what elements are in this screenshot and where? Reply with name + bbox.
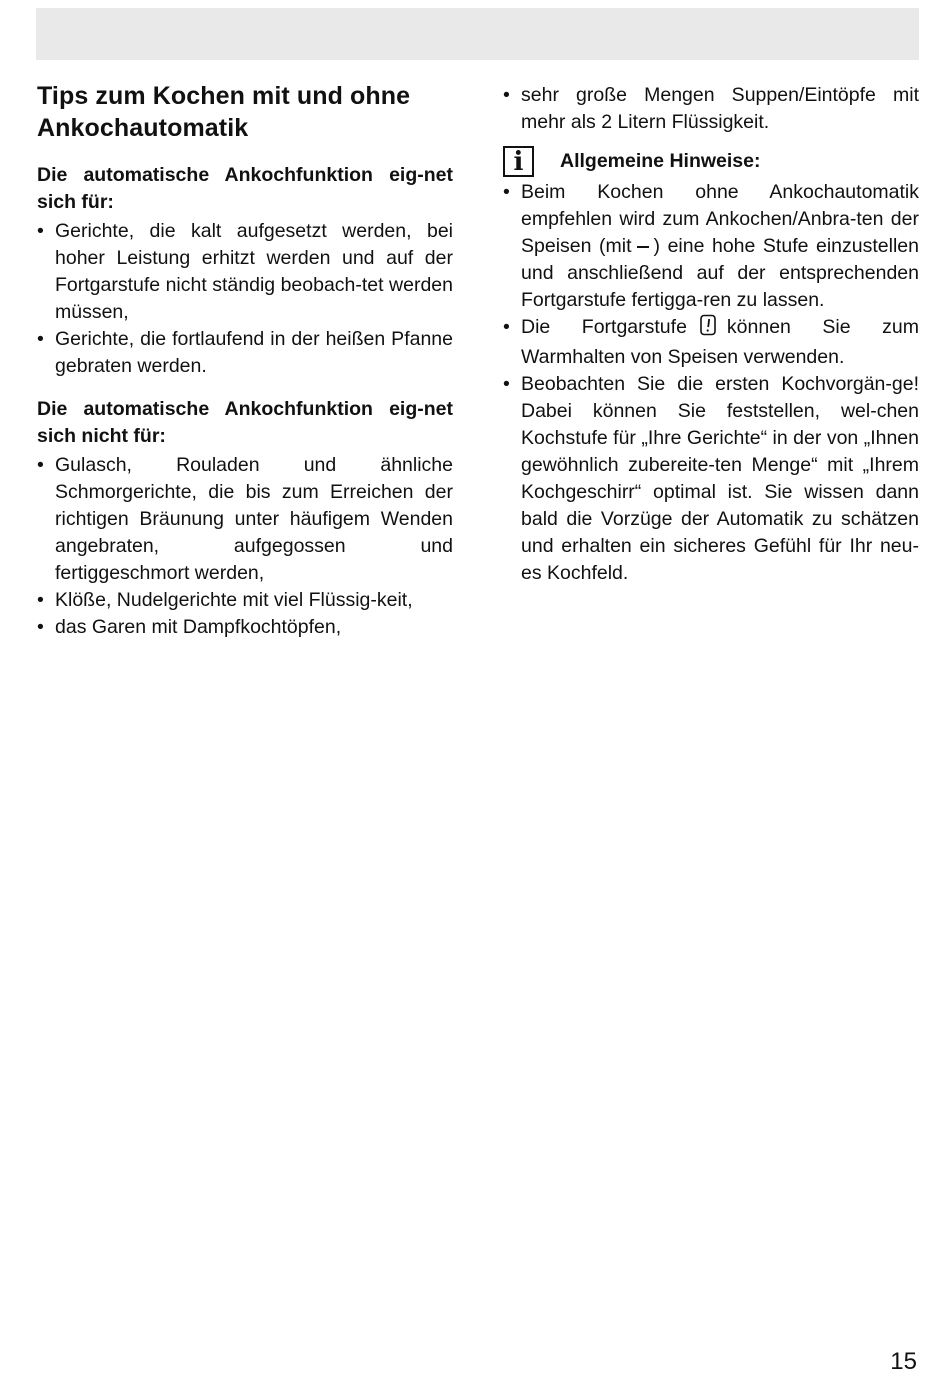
dash-icon — [635, 233, 651, 260]
note-text: ) eine hohe Stufe einzustellen und anschließend auf der entsprechenden Fortgarstufe fertigga-ren zu lassen. — [521, 235, 919, 312]
unsuitable-list — [37, 452, 453, 641]
general-notes-title: Allgemeine Hinweise: — [560, 150, 761, 172]
note-text: Die Fortgarstufe — [521, 316, 687, 339]
page-title: Tips zum Kochen mit und ohne Ankochautomatik — [37, 82, 411, 142]
general-notes-header — [503, 146, 919, 177]
general-notes-list — [503, 179, 919, 587]
list-item: • das Garen mit Dampfkochtöpfen, — [37, 614, 453, 641]
note-text: können Sie zum Warmhalten von Speisen verwenden. — [521, 316, 919, 369]
unsuitable-list-continued — [503, 82, 919, 136]
suitable-list — [37, 218, 453, 380]
list-item — [503, 314, 919, 371]
header-bar — [36, 8, 919, 60]
right-column — [503, 82, 919, 587]
list-item: • sehr große Mengen Suppen/Eintöpfe mit mehr als 2 Litern Flüssigkeit. — [503, 82, 919, 136]
suitable-heading: Die automatische Ankochfunktion eig-net sich für: — [37, 164, 453, 213]
list-item: • Gerichte, die kalt aufgesetzt werden, bei hoher Leistung erhitzt werden und auf der Fortgarstufe nicht ständig beobach-tet werden müssen, — [37, 218, 453, 326]
page-number: 15 — [890, 1348, 917, 1375]
list-item: • Beobachten Sie die ersten Kochvorgän-ge! Dabei können Sie feststellen, wel-chen Kochstufe für „Ihre Gerichte“ in der von „Ihnen gewöhnlich zubereite-ten Menge“ mit „Ihrem Kochgeschirr“ optimal ist. Sie wissen dann bald die Vorzüge der Automatik zu schätzen und erhalten ein sicheres Gefühl für Ihr neu-es Kochfeld. — [503, 371, 919, 587]
list-item: • Gulasch, Rouladen und ähnliche Schmorgerichte, die bis zum Erreichen der richtigen Bräunung unter häufigem Wenden angebraten, aufgegossen und fertiggeschmort werden, — [37, 452, 453, 587]
list-item: • Klöße, Nudelgerichte mit viel Flüssig-keit, — [37, 587, 453, 614]
left-column — [37, 80, 453, 641]
keep-warm-level-icon — [699, 314, 717, 344]
list-item — [503, 179, 919, 314]
list-item: • Gerichte, die fortlaufend in der heißen Pfanne gebraten werden. — [37, 326, 453, 380]
note-text: Beim Kochen ohne Ankochautomatik empfehlen wird zum Ankochen/Anbra-ten der Speisen (mit — [521, 181, 919, 257]
unsuitable-heading: Die automatische Ankochfunktion eig-net sich nicht für: — [37, 398, 453, 447]
info-icon: i — [503, 146, 534, 177]
